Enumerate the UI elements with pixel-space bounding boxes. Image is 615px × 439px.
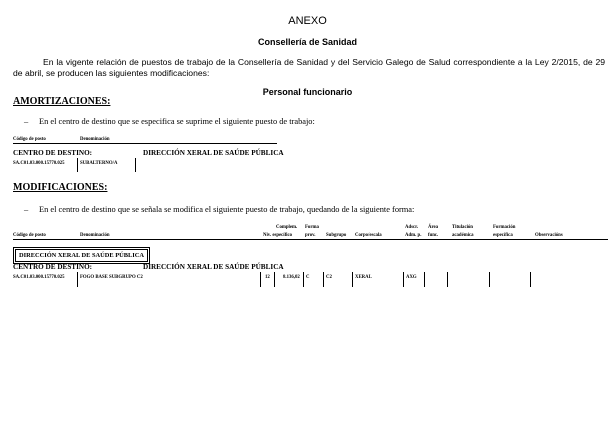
column-header-especifica: específica [493,233,513,238]
amortizaciones-heading: AMORTIZACIONES: [13,96,111,107]
column-header-subgrupo: Subgrupo [326,233,347,238]
row-forma: C [306,275,310,280]
directorate-box-label: DIRECCIÓN XERAL DE SAÚDE PÚBLICA [15,249,148,262]
bullet-dash: – [24,205,29,214]
row-code: SA.C01.03.000.15770.025 [13,161,65,166]
modificaciones-bullet [24,205,414,214]
column-header-academica: académica [452,233,474,238]
column-divider [447,272,448,287]
column-divider [323,272,324,287]
column-divider [260,272,261,287]
column-header-prov: prov. [305,233,316,238]
column-header-nivel-especifico: Niv. específico [263,233,293,238]
row-adscr: AXG [406,275,417,280]
amortizaciones-bullet-text: En el centro de destino que se especifica se suprime el siguiente puesto de trabajo: [39,117,315,126]
row-name: SUBALTERNO/A [80,161,118,166]
table-header-rule [13,239,608,240]
column-header-name: Denominación [80,137,110,142]
centro-destino-value: DIRECCIÓN XERAL DE SAÚDE PÚBLICA [143,263,284,271]
directorate-box [13,247,150,264]
bullet-dash: – [24,117,29,126]
intro-paragraph: En la vigente relación de puestos de trabajo de la Consellería de Sanidad y del Servicio Galego de Salud correspondiente a la Ley 2/2015, de 29 de abril, se producen las siguientes modificaciones: [13,57,605,78]
column-divider [274,272,275,287]
column-divider [530,272,531,287]
column-header-observacions: Observacións [535,233,563,238]
column-header-titulacion: Titulación [452,225,473,230]
centro-destino-label: CENTRO DE DESTINO: [13,263,93,271]
row-corpo: XERAL [355,275,372,280]
row-name: FOGO BASE SUBGRUPO C2 [80,275,143,280]
column-header-complem: Complem. [276,225,298,230]
department-subtitle: Consellería de Sanidad [257,37,358,47]
table-header-rule [13,143,277,144]
row-code: SA.C01.03.000.15770.025 [13,275,65,280]
column-divider [424,272,425,287]
column-header-code: Código de posto [13,137,46,142]
column-divider [489,272,490,287]
column-header-forma: Forma [305,225,319,230]
column-header-code: Código de posto [13,233,46,238]
centro-destino-label: CENTRO DE DESTINO: [13,149,93,157]
row-nivel: 12 [265,275,270,280]
modificaciones-heading: MODIFICACIONES: [13,182,108,193]
modificaciones-bullet-text: En el centro de destino que se señala se modifica el siguiente puesto de trabajo, quedando de la siguiente forma: [39,205,415,214]
document-title: ANEXO [288,15,327,27]
column-header-adm: Adm. p. [405,233,422,238]
column-divider [77,272,78,287]
column-header-adscr: Adscr. [405,225,419,230]
column-divider [77,158,78,172]
column-header-name: Denominación [80,233,110,238]
row-especifico: 8.136,02 [283,275,300,280]
staff-group-heading: Personal funcionario [262,87,353,97]
column-header-area: Área [428,225,439,230]
amortizaciones-bullet [24,117,315,126]
column-divider [303,272,304,287]
column-header-func: func. [428,233,439,238]
column-divider [403,272,404,287]
column-header-formacion: Formación [493,225,516,230]
column-divider [352,272,353,287]
centro-destino-value: DIRECCIÓN XERAL DE SAÚDE PÚBLICA [143,149,284,157]
column-header-corpo: Corpo/escala [355,233,382,238]
column-divider [135,158,136,172]
row-subgrupo: C2 [326,275,332,280]
